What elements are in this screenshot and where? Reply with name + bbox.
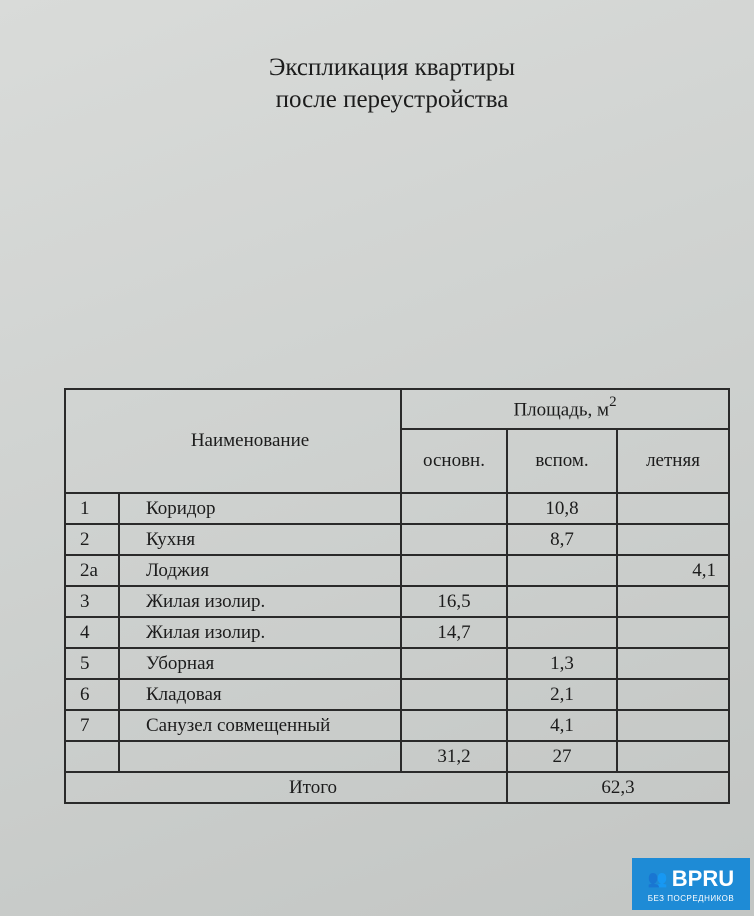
row-main-area <box>401 524 507 555</box>
table-row <box>65 679 729 710</box>
table-row <box>65 555 729 586</box>
row-number: 6 <box>65 679 119 710</box>
table-header-row <box>65 389 729 429</box>
row-number: 2а <box>65 555 119 586</box>
table-row <box>65 710 729 741</box>
row-number: 2 <box>65 524 119 555</box>
row-main-area <box>401 710 507 741</box>
subtotal-aux: 27 <box>507 741 617 772</box>
row-summer-area <box>617 679 729 710</box>
table-row <box>65 586 729 617</box>
row-main-area: 16,5 <box>401 586 507 617</box>
total-row <box>65 772 729 803</box>
row-summer-area <box>617 617 729 648</box>
header-name: Наименование <box>65 389 401 493</box>
row-summer-area: 4,1 <box>617 555 729 586</box>
total-value: 62,3 <box>507 772 729 803</box>
table-row <box>65 493 729 524</box>
row-summer-area <box>617 710 729 741</box>
row-aux-area: 8,7 <box>507 524 617 555</box>
row-number: 7 <box>65 710 119 741</box>
row-main-area <box>401 555 507 586</box>
badge-brand: BPRU <box>671 865 735 891</box>
header-summer: летняя <box>617 429 729 493</box>
row-aux-area <box>507 586 617 617</box>
bpru-badge[interactable] <box>632 858 750 910</box>
row-aux-area: 2,1 <box>507 679 617 710</box>
subtotal-main: 31,2 <box>401 741 507 772</box>
row-main-area <box>401 679 507 710</box>
row-number: 3 <box>65 586 119 617</box>
row-name: Кладовая <box>119 679 401 710</box>
row-number: 5 <box>65 648 119 679</box>
row-name: Коридор <box>119 493 401 524</box>
row-aux-area: 10,8 <box>507 493 617 524</box>
row-summer-area <box>617 493 729 524</box>
subtotal-num <box>65 741 119 772</box>
row-name: Жилая изолир. <box>119 586 401 617</box>
people-icon: 👥 <box>647 870 668 888</box>
row-name: Кухня <box>119 524 401 555</box>
title-line-1: Экспликация квартиры <box>268 54 516 81</box>
subtotal-name <box>119 741 401 772</box>
row-summer-area <box>617 648 729 679</box>
table-row <box>65 648 729 679</box>
row-name: Лоджия <box>119 555 401 586</box>
row-aux-area <box>507 617 617 648</box>
row-summer-area <box>617 586 729 617</box>
table-row <box>65 524 729 555</box>
row-name: Уборная <box>119 648 401 679</box>
table-row <box>65 617 729 648</box>
row-name: Жилая изолир. <box>119 617 401 648</box>
badge-subtitle: БЕЗ ПОСРЕДНИКОВ <box>647 893 735 903</box>
header-aux: вспом. <box>507 429 617 493</box>
row-number: 1 <box>65 493 119 524</box>
row-aux-area: 1,3 <box>507 648 617 679</box>
row-aux-area <box>507 555 617 586</box>
title-line-2: после переустройства <box>275 86 509 113</box>
subtotal-row <box>65 741 729 772</box>
header-main: основн. <box>401 429 507 493</box>
subtotal-summer <box>617 741 729 772</box>
header-area: Площадь, $м^2$ <box>401 389 729 429</box>
row-summer-area <box>617 524 729 555</box>
explication-table <box>64 388 730 804</box>
total-label: Итого <box>65 772 507 803</box>
row-aux-area: 4,1 <box>507 710 617 741</box>
row-main-area: 14,7 <box>401 617 507 648</box>
row-main-area <box>401 648 507 679</box>
document-title <box>0 52 754 116</box>
row-main-area <box>401 493 507 524</box>
row-name: Санузел совмещенный <box>119 710 401 741</box>
row-number: 4 <box>65 617 119 648</box>
